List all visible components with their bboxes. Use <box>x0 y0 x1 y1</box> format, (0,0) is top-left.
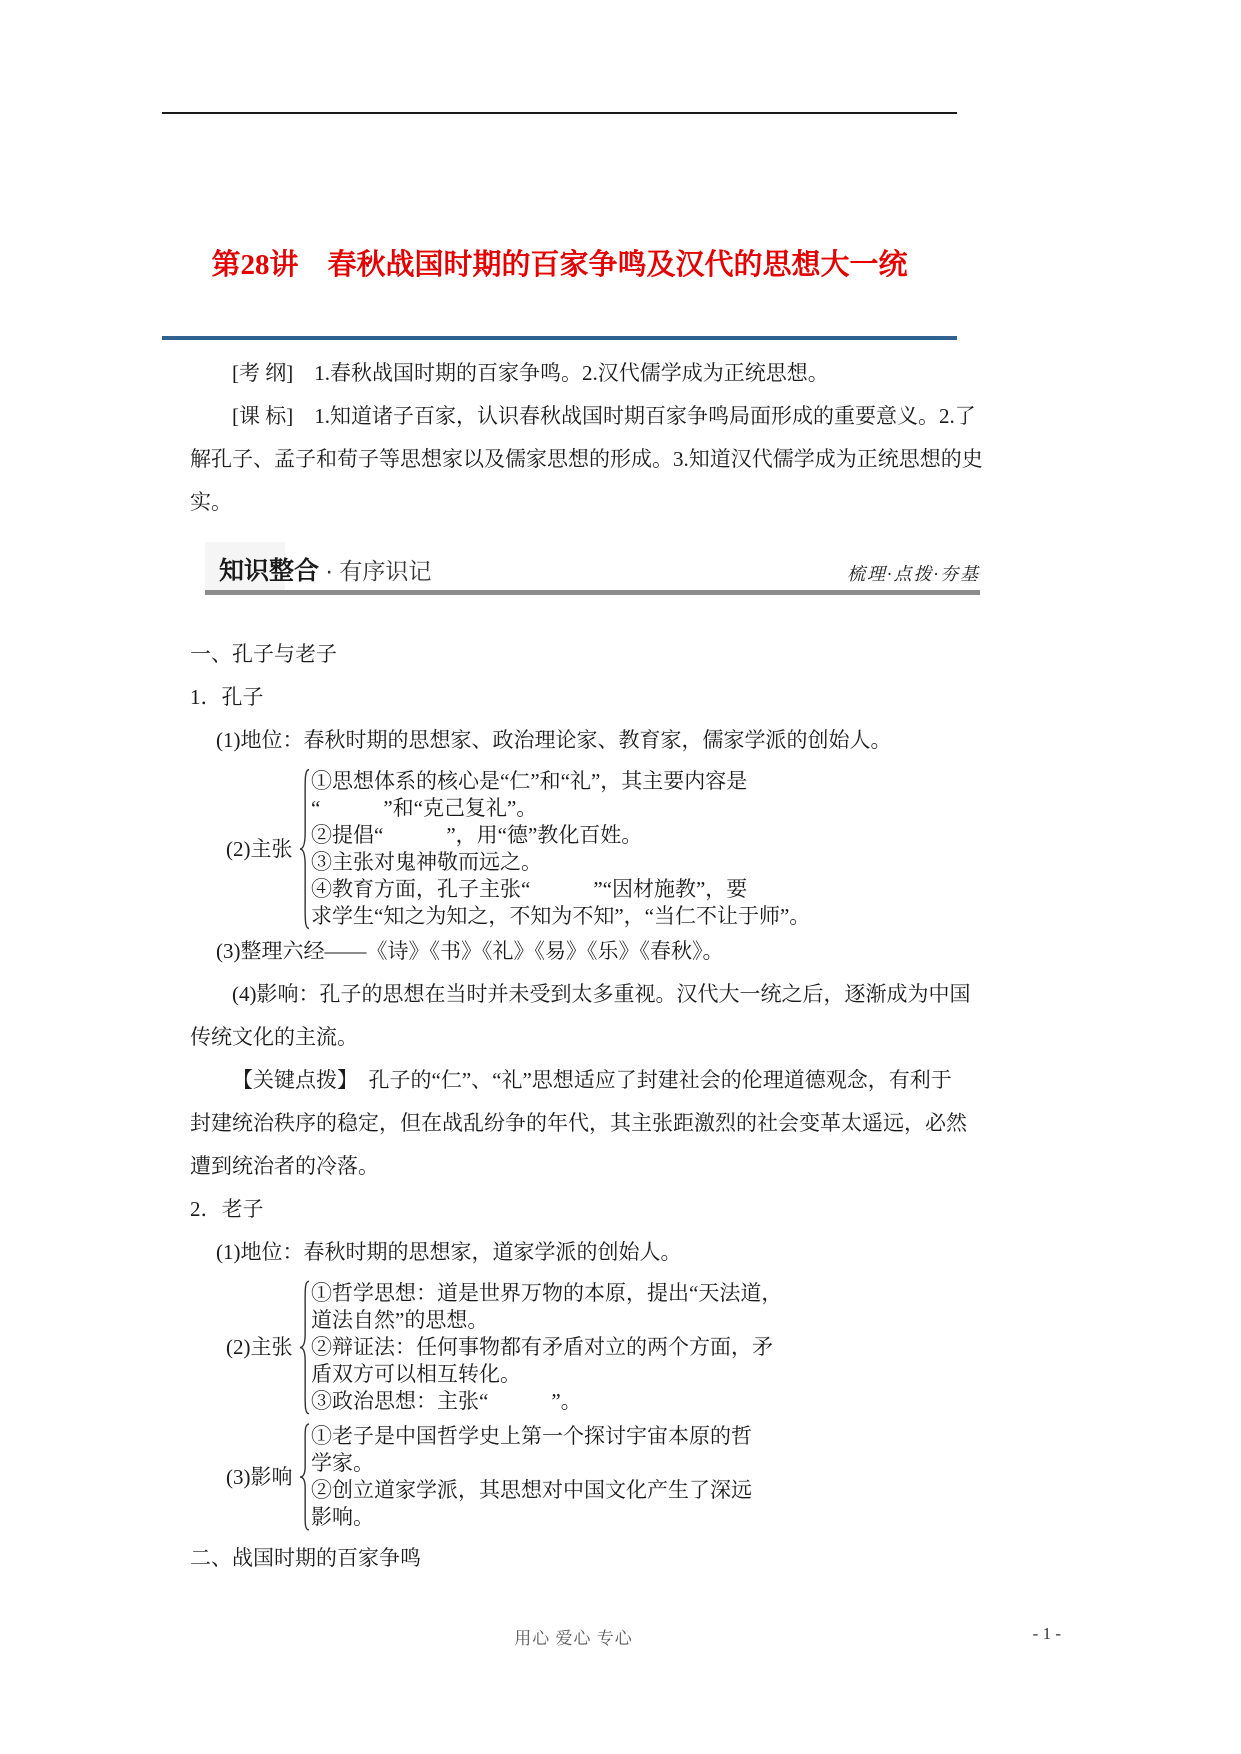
key-point-line-3: 遭到统治者的冷落。 <box>190 1154 379 1178</box>
course-standard-line-1: [课 标] 1.知道诸子百家，认识春秋战国时期百家争鸣局面形成的重要意义。2.了 <box>232 404 976 428</box>
kongzi-influence-line-1: (4)影响：孔子的思想在当时并未受到太多重视。汉代大一统之后，逐渐成为中国 <box>232 982 971 1006</box>
banner-title-bold: 知识整合 <box>219 557 320 585</box>
laozi-idea-line: ②辩证法：任何事物都有矛盾对立的两个方面，矛 <box>311 1335 773 1359</box>
laozi-idea-line: 盾双方可以相互转化。 <box>311 1362 521 1386</box>
kongzi-ideas-lines <box>311 768 810 930</box>
laozi-influence-line: ②创立道家学派，其思想对中国文化产生了深远 <box>311 1478 752 1502</box>
key-point-line-1: 【关键点拨】 孔子的“仁”、“礼”思想适应了封建社会的伦理道德观念，有利于 <box>232 1068 952 1092</box>
kongzi-status: (1)地位：春秋时期的思想家、政治理论家、教育家，儒家学派的创始人。 <box>216 728 892 752</box>
intro-section <box>190 352 983 524</box>
banner-slogan: 梳理·点拨·夯基 <box>847 564 980 584</box>
kongzi-influence-line-2: 传统文化的主流。 <box>190 1025 358 1049</box>
kongzi-ideas-label: (2)主张 <box>226 836 293 861</box>
laozi-ideas-label: (2)主张 <box>226 1335 293 1359</box>
kongzi-idea-line: ②提倡“ ”，用“德”教化百姓。 <box>311 823 643 847</box>
left-brace-glyph <box>298 1280 311 1415</box>
main-body <box>190 633 971 1580</box>
banner-underline-bar <box>205 590 980 595</box>
exam-outline-line: [考 纲] 1.春秋战国时期的百家争鸣。2.汉代儒学成为正统思想。 <box>232 361 829 385</box>
lesson-title: 第28讲 春秋战国时期的百家争鸣及汉代的思想大一统 <box>211 249 908 281</box>
heading-two: 二、战国时期的百家争鸣 <box>190 1546 421 1570</box>
laozi-influence-line: ①老子是中国哲学史上第一个探讨宇宙本原的哲 <box>311 1424 752 1448</box>
heading-one: 一、孔子与老子 <box>190 642 337 666</box>
banner-title-dot: · <box>325 557 334 585</box>
laozi-influence-line: 学家。 <box>311 1451 374 1475</box>
banner-title <box>219 551 431 587</box>
footer-page-number: - 1 - <box>1032 1624 1061 1643</box>
kongzi-idea-line: ①思想体系的核心是“仁”和“礼”，其主要内容是 <box>311 769 748 793</box>
laozi-idea-line: ①哲学思想：道是世界万物的本原，提出“天法道， <box>311 1281 783 1305</box>
kongzi-idea-line: 求学生“知之为知之，不知为不知”，“当仁不让于师”。 <box>311 904 811 928</box>
kongzi-heading: 1．孔子 <box>190 685 264 709</box>
laozi-idea-line: ③政治思想：主张“ ”。 <box>311 1389 582 1413</box>
left-brace-glyph <box>298 768 311 930</box>
laozi-influence-group <box>226 1423 957 1531</box>
laozi-status: (1)地位：春秋时期的思想家，道家学派的创始人。 <box>216 1240 682 1264</box>
course-standard-line-2: 解孔子、孟子和荀子等思想家以及儒家思想的形成。3.知道汉代儒学成为正统思想的史 <box>190 447 983 471</box>
laozi-influence-label: (3)影响 <box>226 1464 293 1489</box>
kongzi-idea-line: ③主张对鬼神敬而远之。 <box>311 850 542 874</box>
laozi-ideas-group <box>226 1280 957 1415</box>
key-point-line-2: 封建统治秩序的稳定，但在战乱纷争的年代，其主张距激烈的社会变革太遥远，必然 <box>190 1111 967 1135</box>
kongzi-six-classics: (3)整理六经——《诗》《书》《礼》《易》《乐》《春秋》。 <box>216 939 724 963</box>
laozi-influence-line: 影响。 <box>311 1505 374 1529</box>
banner-title-light: 有序识记 <box>339 558 432 584</box>
footer-motto: 用心 爱心 专心 <box>514 1629 633 1648</box>
section-banner <box>205 546 980 595</box>
course-standard-line-3: 实。 <box>190 490 232 514</box>
laozi-idea-line: 道法自然”的思想。 <box>311 1308 489 1332</box>
kongzi-idea-line: ④教育方面，孔子主张“ ”“因材施教”，要 <box>311 877 748 901</box>
title-divider <box>162 336 957 340</box>
laozi-influence-lines <box>311 1423 752 1531</box>
laozi-heading: 2．老子 <box>190 1197 264 1221</box>
left-brace-glyph <box>298 1423 311 1531</box>
top-rule <box>162 112 957 114</box>
kongzi-ideas-group <box>226 768 957 930</box>
laozi-ideas-lines <box>311 1280 782 1415</box>
kongzi-idea-line: “ ”和“克己复礼”。 <box>311 796 538 820</box>
